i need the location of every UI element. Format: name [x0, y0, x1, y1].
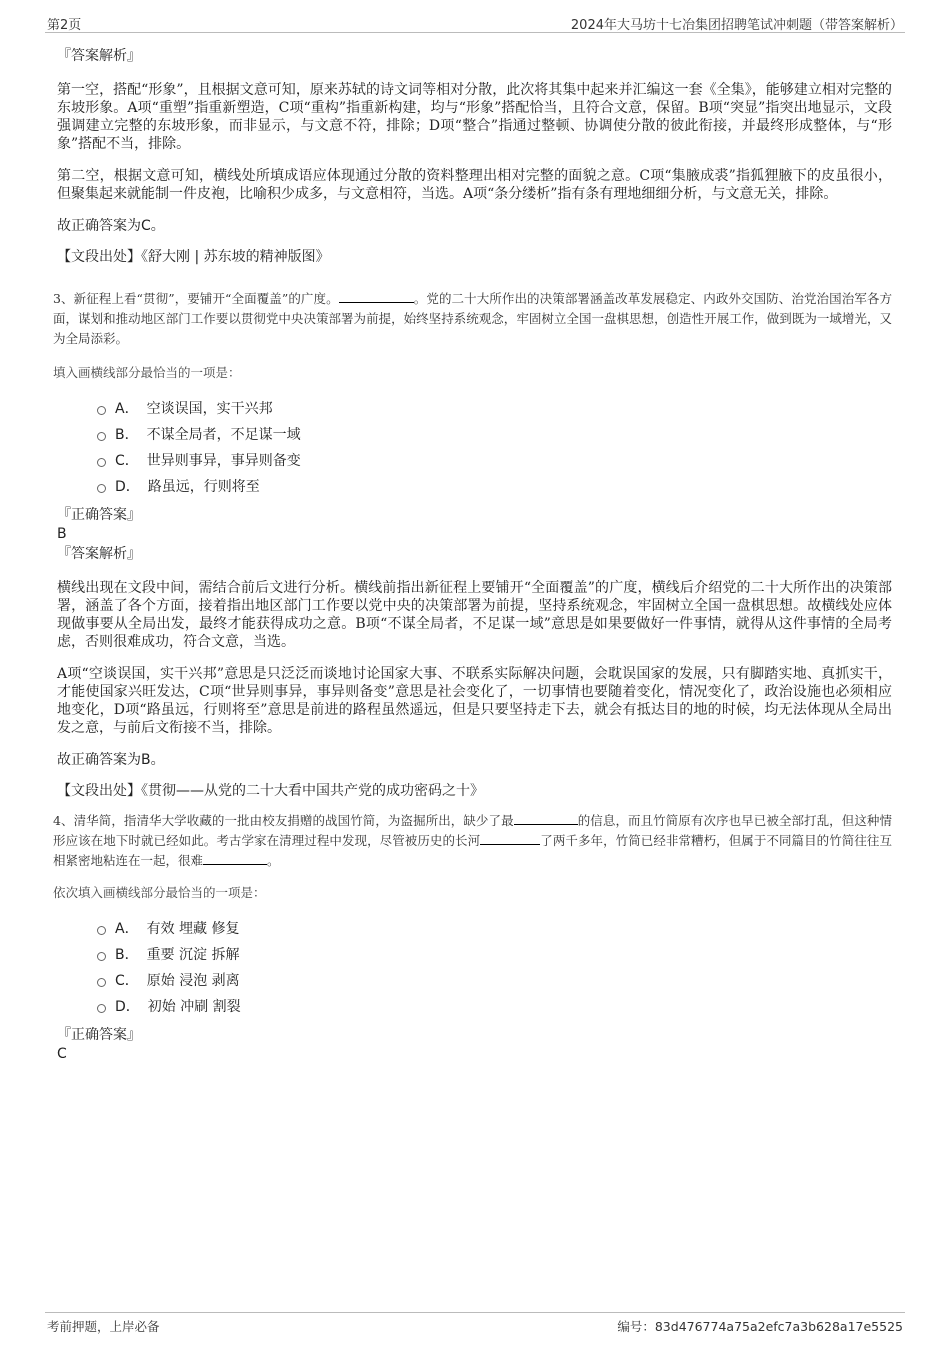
- q3-answer: B: [57, 526, 67, 542]
- radio-icon[interactable]: [97, 406, 106, 415]
- radio-icon[interactable]: [97, 978, 106, 987]
- analysis-label: 『答案解析』: [57, 48, 141, 64]
- q3-source: 【文段出处】《贯彻——从党的二十大看中国共产党的成功密码之十》: [57, 783, 484, 799]
- q3-analysis-p1: 横线出现在文段中间，需结合前后文进行分析。横线前指出新征程上要铺开“全面覆盖”的广度，横线后介绍党的二十大所作出的决策部署，涵盖了各个方面，接着指出地区部门工作要以党中央的决策部署为前提，坚持系统观念，牢固树立全国一盘棋思想。故横线处应体现做事要从全局出发，最终才能获得成功之意。B项“不谋全局者，不足谋一域”意思是如果要做好一件事情，就得从这件事情的全局考虑，否则很难成功，符合文意，当选。: [57, 580, 892, 650]
- correct-answer-label: 『正确答案』: [57, 507, 141, 523]
- q4-answer: C: [57, 1046, 67, 1062]
- footer-slogan: 考前押题，上岸必备: [47, 1319, 160, 1334]
- q3-conclusion: 故正确答案为B。: [57, 752, 165, 768]
- analysis-label: 『答案解析』: [57, 546, 141, 562]
- document-code: 编号：83d476774a75a2efc7a3b628a17e5525: [617, 1319, 903, 1334]
- q2-analysis-p1: 第一空，搭配“形象”，且根据文意可知，原来苏轼的诗文词等相对分散，此次将其集中起来并汇编这一套《全集》，能够建立相对完整的东坡形象。A项“重塑”指重新塑造，C项“重构”指重新构建，均与“形象”搭配恰当，且符合文意，保留。B项“突显”指突出地显示，文段强调建立完整的东坡形象，而非显示，与文意不符，排除；D项“整合”指通过整顿、协调使分散的彼此衔接，并最终形成整体，与“形象”搭配不当，排除。: [57, 82, 892, 152]
- q4-option-a[interactable]: A． 有效 埋藏 修复: [57, 915, 892, 941]
- q4-option-d[interactable]: D． 初始 冲刷 割裂: [57, 993, 892, 1019]
- q2-analysis-p2: 第二空，根据文意可知，横线处所填成语应体现通过分散的资料整理出相对完整的面貌之意。C项“集腋成裘”指狐狸腋下的皮虽很小，但聚集起来就能制一件皮袍，比喻积少成多，与文意相符，当选。A项“条分缕析”指有条有理地细细分析，与文意无关，排除。: [57, 168, 892, 202]
- radio-icon[interactable]: [97, 926, 106, 935]
- radio-icon[interactable]: [97, 1004, 106, 1013]
- page-number: 第2页: [47, 18, 82, 33]
- document-title: 2024年大马坊十七冶集团招聘笔试冲刺题（带答案解析）: [570, 18, 903, 33]
- document-body: [53, 46, 892, 1064]
- radio-icon[interactable]: [97, 484, 106, 493]
- page-footer: [45, 1312, 905, 1334]
- page-header: [45, 12, 905, 33]
- q3-option-c[interactable]: C． 世异则事异，事异则备变: [57, 447, 892, 473]
- radio-icon[interactable]: [97, 432, 106, 441]
- q3-prompt: 填入画横线部分最恰当的一项是：: [53, 365, 241, 380]
- q2-conclusion: 故正确答案为C。: [57, 218, 165, 234]
- q3-option-a[interactable]: A． 空谈误国，实干兴邦: [57, 395, 892, 421]
- q3-option-b[interactable]: B． 不谋全局者，不足谋一域: [57, 421, 892, 447]
- q3-option-d[interactable]: D． 路虽远，行则将至: [57, 473, 892, 499]
- fill-blank: [514, 812, 578, 825]
- radio-icon[interactable]: [97, 952, 106, 961]
- fill-blank: [203, 852, 267, 865]
- q3-options: [57, 395, 892, 499]
- radio-icon[interactable]: [97, 458, 106, 467]
- q3-stem: 3、新征程上看“贯彻”，要铺开“全面覆盖”的广度。 。党的二十大所作出的决策部署涵盖改革发展稳定、内政外交国防、治党治国治军各方面，谋划和推动地区部门工作要以贯彻党中央决策部署为前提，始终坚持系统观念，牢固树立全国一盘棋思想，创造性开展工作，做到既为一域增光，又为全局添彩。: [53, 291, 892, 346]
- q2-source: 【文段出处】《舒大刚 | 苏东坡的精神版图》: [57, 249, 330, 265]
- q4-options: [57, 915, 892, 1019]
- fill-blank: [480, 832, 540, 845]
- q4-stem: 4、清华简，指清华大学收藏的一批由校友捐赠的战国竹简，为盗掘所出，缺少了最 的信息，而且竹简原有次序也早已被全部打乱，但这种情形应该在地下时就已经如此。考古学家在清理过程中发现，尽管被历史的长河 了两千多年，竹简已经非常糟朽，但属于不同篇目的竹简往往互相紧密地粘连在一起，很难 。: [53, 813, 892, 868]
- q3-analysis-p2: A项“空谈误国，实干兴邦”意思是只泛泛而谈地讨论国家大事、不联系实际解决问题，会耽误国家的发展，只有脚踏实地、真抓实干，才能使国家兴旺发达，C项“世异则事异，事异则备变”意思是社会变化了，一切事情也要随着变化，情况变化了，政治设施也必须相应地变化，D项“路虽远，行则将至”意思是前进的路程虽然遥远，但是只要坚持走下去，就会有抵达目的地的时候，均无法体现从全局出发之意，与前后文衔接不当，排除。: [57, 666, 892, 736]
- q4-option-c[interactable]: C． 原始 浸泡 剥离: [57, 967, 892, 993]
- q4-option-b[interactable]: B． 重要 沉淀 拆解: [57, 941, 892, 967]
- fill-blank: [339, 290, 414, 303]
- q4-prompt: 依次填入画横线部分最恰当的一项是：: [53, 885, 266, 900]
- correct-answer-label: 『正确答案』: [57, 1027, 141, 1043]
